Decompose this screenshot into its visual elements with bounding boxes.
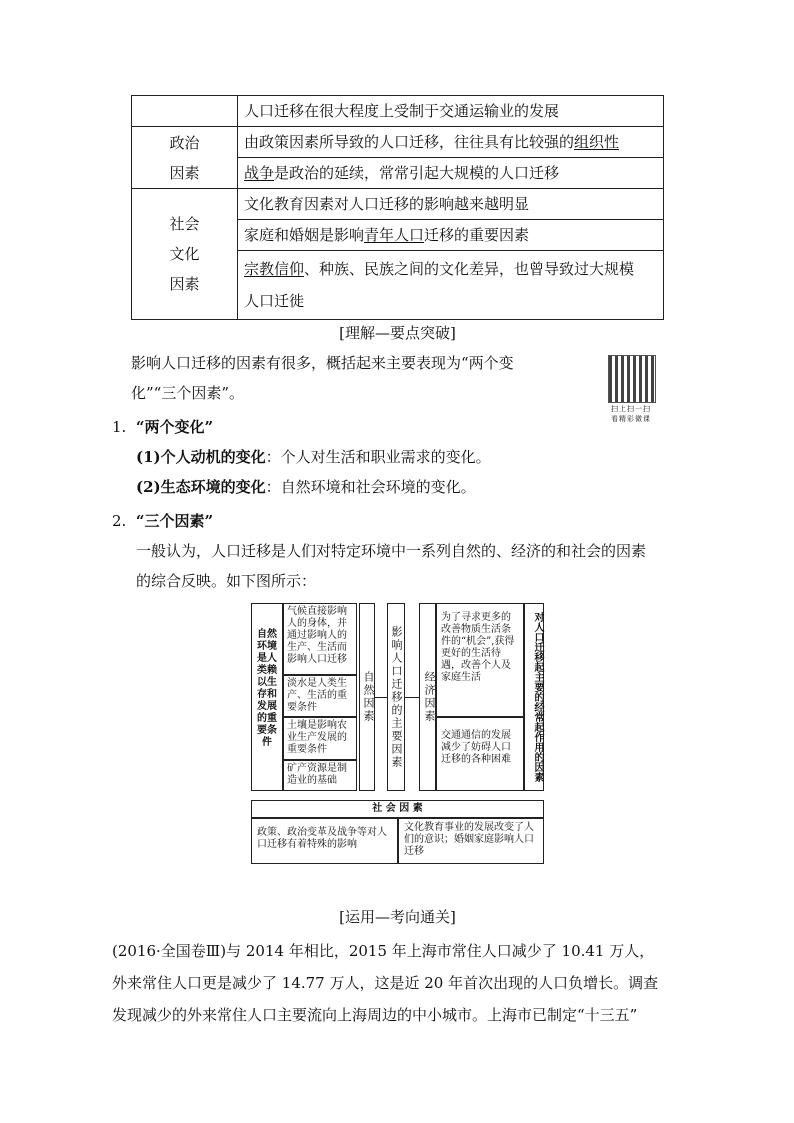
main-factors-box: 影响人口迁移的主要因素 [387, 603, 405, 791]
natural-factor-box: 自然因素 [359, 603, 375, 791]
water-box: 淡水是人类生产、生活的重要条件 [283, 675, 357, 717]
connector-line [405, 697, 419, 698]
nature-env-box: 自然环境是人类赖以生存和发展的重要条件 [251, 603, 283, 791]
point1-item2: (2)生态环境的变化：自然环境和社会环境的变化。 [136, 478, 476, 496]
intro-line-2: 化”“三个因素”。 [131, 384, 245, 402]
table-cell: 家庭和婚姻是影响青年人口迁移的重要因素 [238, 220, 664, 251]
table-cell: 由政策因素所导致的人口迁移，往往具有比较强的组织性 [238, 127, 664, 158]
opportunity-box: 为了寻求更多的改善物质生活条件的“机会”,获得更好的生活待遇，改善个人及家庭生活 [436, 603, 524, 717]
culture-box: 文化教育事业的发展改变了人们的意识；婚姻家庭影响人口迁移 [398, 818, 544, 864]
intro-line-1: 影响人口迁移的因素有很多，概括起来主要表现为“两个变 [131, 354, 514, 372]
exam-line-2: 外来常住人口更是减少了 14.77 万人，这是近 20 年首次出现的人口负增长。调查 [112, 974, 659, 992]
table-cell: 文化教育因素对人口迁移的影响越来越明显 [238, 189, 664, 220]
section-title-apply: [运用—考向通关] [339, 908, 456, 926]
exam-question [112, 935, 682, 1031]
table-cell: 人口迁移在很大程度上受制于交通运输业的发展 [238, 96, 664, 127]
category-social: 社会 文化 因素 [132, 189, 238, 320]
connector-line [375, 697, 387, 698]
social-factor-box: 社 会 因 素 [251, 800, 544, 818]
transport-box: 交通通信的发展减少了妨碍人口迁移的各种困难 [436, 717, 524, 791]
exam-line-3: 发现减少的外来常住人口主要流向上海周边的中小城市。上海市已制定“十三五” [112, 1006, 638, 1024]
soil-box: 土壤是影响农业生产发展的重要条件 [283, 717, 357, 760]
point2-text-2: 的综合反映。如下图所示： [136, 572, 317, 590]
point2-text-1: 一般认为，人口迁移是人们对特定环境中一系列自然的、经济的和社会的因素 [136, 542, 647, 560]
table-cell: 宗教信仰、种族、民族之间的文化差异，也曾导致过大规模 人口迁徙 [238, 251, 664, 320]
exam-line-1: (2016·全国卷Ⅲ)与 2014 年相比，2015 年上海市常住人口减少了 10.41 万人， [112, 942, 655, 960]
section-title-understand: [理解—要点突破] [339, 324, 456, 342]
table-cell: 战争是政治的延续，常常引起大规模的人口迁移 [238, 158, 664, 189]
factor-table [131, 95, 664, 320]
mineral-box: 矿产资源是制造业的基础 [283, 760, 357, 791]
point1-item1: (1)个人动机的变化：个人对生活和职业需求的变化。 [136, 448, 491, 466]
point2-heading: 2. “三个因素” [112, 512, 214, 530]
policy-box: 政策、政治变革及战争等对人口迁移有着特殊的影响 [251, 818, 398, 864]
econ-role-box: 对人口迁移起主要的经常起作用的因素 [524, 603, 544, 791]
climate-box: 气候直接影响人的身体，并通过影响人的生产、生活而影响人口迁移 [283, 603, 357, 675]
qr-caption: 扫上扫一扫 看精彩微课 [611, 405, 651, 423]
point1-heading: 1. “两个变化” [112, 418, 214, 436]
table-cell-empty [132, 96, 238, 127]
economic-factor-box: 经济因素 [419, 603, 436, 791]
qr-code-icon[interactable] [608, 355, 656, 403]
category-political: 政治 因素 [132, 127, 238, 189]
